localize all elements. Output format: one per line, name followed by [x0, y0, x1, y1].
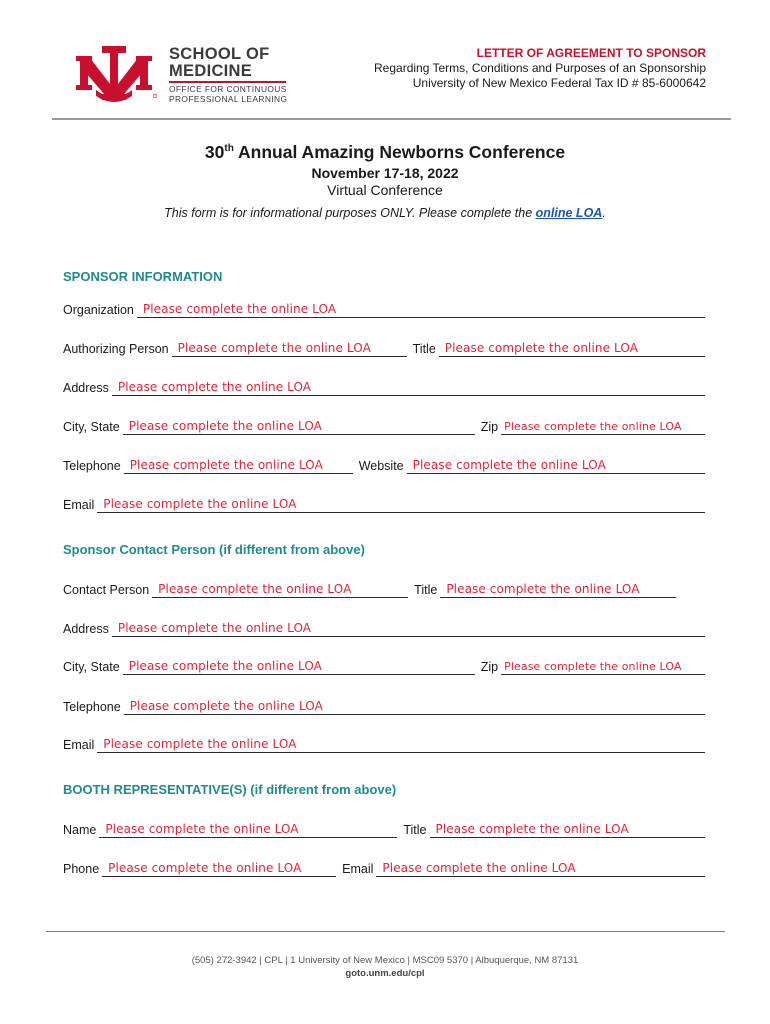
contact-city-state-value: Please complete the online LOA	[128, 659, 322, 673]
contact-person-heading: Sponsor Contact Person (if different from above)	[63, 542, 365, 557]
info-note	[0, 206, 770, 220]
organization-row	[63, 300, 705, 318]
logo-rule	[169, 81, 286, 83]
booth-title-field[interactable]	[430, 821, 706, 838]
zip-value: Please complete the online LOA	[504, 420, 682, 433]
address-label: Address	[63, 381, 109, 395]
telephone-label: Telephone	[63, 459, 121, 473]
email-label: Email	[63, 498, 95, 512]
booth-name-row	[63, 820, 705, 838]
city-state-row	[63, 417, 705, 435]
telephone-value: Please complete the online LOA	[129, 458, 323, 472]
title-ordinal: th	[224, 143, 234, 154]
school-line2: MEDICINE	[169, 62, 253, 80]
office-name	[169, 84, 287, 104]
authorizing-person-row	[63, 339, 705, 357]
contact-email-label: Email	[63, 738, 95, 752]
contact-telephone-value: Please complete the online LOA	[129, 699, 323, 713]
contact-address-row	[63, 619, 705, 637]
booth-title-label: Title	[403, 823, 427, 837]
unm-logo	[76, 44, 296, 104]
organization-label: Organization	[63, 303, 134, 317]
letter-title: LETTER OF AGREEMENT TO SPONSOR	[476, 46, 706, 60]
contact-title-field[interactable]	[440, 581, 676, 598]
office-line1: OFFICE FOR CONTINUOUS	[169, 84, 287, 94]
address-value: Please complete the online LOA	[117, 380, 312, 394]
contact-email-value: Please complete the online LOA	[103, 737, 297, 751]
booth-phone-value: Please complete the online LOA	[108, 861, 302, 875]
title-number: 30	[204, 142, 225, 162]
footer-divider	[46, 931, 725, 932]
conference-title	[0, 142, 770, 163]
zip-label: Zip	[480, 420, 499, 434]
sponsor-info-heading: SPONSOR INFORMATION	[63, 269, 223, 284]
booth-name-value: Please complete the online LOA	[105, 822, 299, 836]
organization-value: Please complete the online LOA	[142, 302, 337, 316]
authorizing-person-value: Please complete the online LOA	[177, 341, 371, 355]
contact-person-value: Please complete the online LOA	[158, 582, 352, 596]
city-state-field[interactable]	[123, 418, 475, 435]
footer-url[interactable]: goto.unm.edu/cpl	[345, 968, 425, 979]
sponsor-title-label: Title	[412, 342, 436, 356]
office-line2: PROFESSIONAL LEARNING	[169, 94, 288, 104]
note-text: This form is for informational purposes ONLY. Please complete the	[164, 206, 536, 220]
contact-city-state-row	[63, 657, 705, 675]
booth-email-value: Please complete the online LOA	[382, 861, 576, 875]
contact-address-value: Please complete the online LOA	[117, 621, 312, 635]
contact-telephone-label: Telephone	[63, 700, 121, 714]
website-label: Website	[358, 459, 404, 473]
contact-title-label: Title	[414, 583, 438, 597]
letter-subtitle: Regarding Terms, Conditions and Purposes of an Sponsorship	[374, 61, 706, 75]
telephone-field[interactable]	[124, 457, 353, 474]
contact-title-value: Please complete the online LOA	[446, 582, 640, 596]
contact-person-field[interactable]	[152, 581, 408, 598]
tax-id: University of New Mexico Federal Tax ID # 85-6000642	[412, 76, 706, 90]
address-row	[63, 378, 705, 396]
contact-address-label: Address	[63, 622, 109, 636]
contact-zip-label: Zip	[480, 660, 499, 674]
booth-email-field[interactable]	[376, 860, 705, 877]
contact-zip-value: Please complete the online LOA	[504, 660, 682, 673]
address-field[interactable]	[112, 379, 705, 396]
website-value: Please complete the online LOA	[412, 458, 606, 472]
contact-zip-field[interactable]	[501, 658, 705, 675]
booth-name-label: Name	[63, 823, 97, 837]
email-field[interactable]	[97, 496, 705, 513]
footer-address: (505) 272-3942 | CPL | 1 University of New Mexico | MSC09 5370 | Albuquerque, NM 87131	[191, 955, 579, 966]
website-field[interactable]	[407, 457, 705, 474]
conference-venue: Virtual Conference	[327, 182, 443, 198]
contact-person-label: Contact Person	[63, 583, 150, 597]
booth-email-label: Email	[342, 862, 374, 876]
email-row	[63, 495, 705, 513]
title-text: Annual Amazing Newborns Conference	[233, 142, 566, 162]
organization-field[interactable]	[137, 301, 705, 318]
school-line1: SCHOOL OF	[169, 45, 270, 63]
email-value: Please complete the online LOA	[103, 497, 297, 511]
contact-person-row	[63, 580, 705, 598]
contact-email-row	[63, 735, 705, 753]
booth-name-field[interactable]	[99, 821, 397, 838]
sponsor-title-value: Please complete the online LOA	[444, 341, 639, 355]
city-state-value: Please complete the online LOA	[128, 419, 322, 433]
contact-address-field[interactable]	[112, 620, 705, 637]
authorizing-person-field[interactable]	[172, 340, 407, 357]
authorizing-person-label: Authorizing Person	[63, 342, 169, 356]
unm-logo-mark	[76, 44, 160, 104]
online-loa-link[interactable]: online LOA	[535, 206, 603, 220]
zip-field[interactable]	[501, 418, 705, 435]
booth-phone-label: Phone	[63, 862, 100, 876]
contact-email-field[interactable]	[97, 736, 705, 753]
booth-title-value: Please complete the online LOA	[435, 822, 629, 836]
conference-dates: November 17-18, 2022	[311, 165, 459, 181]
letter-header	[374, 46, 706, 91]
booth-phone-row	[63, 859, 705, 877]
booth-phone-field[interactable]	[102, 860, 336, 877]
contact-telephone-field[interactable]	[124, 698, 705, 715]
telephone-row	[63, 456, 705, 474]
contact-city-state-field[interactable]	[123, 658, 475, 675]
booth-rep-heading: BOOTH REPRESENTATIVE(S) (if different from above)	[63, 782, 397, 797]
note-end: .	[602, 206, 606, 220]
contact-telephone-row	[63, 697, 705, 715]
sponsor-title-field[interactable]	[439, 340, 705, 357]
school-name	[169, 46, 269, 80]
header-divider	[52, 118, 731, 120]
city-state-label: City, State	[63, 420, 120, 434]
contact-city-state-label: City, State	[63, 660, 120, 674]
